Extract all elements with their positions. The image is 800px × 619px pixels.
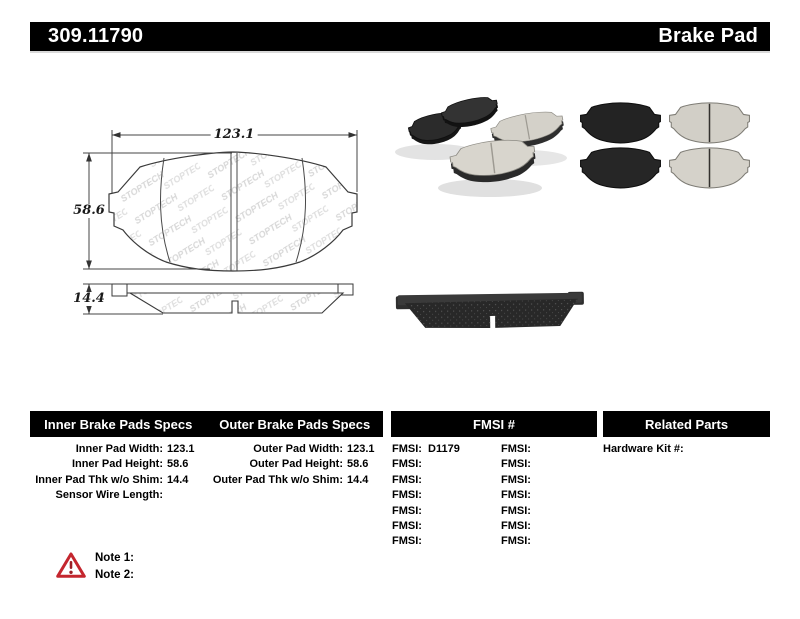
pad-back-1 — [581, 103, 661, 143]
outer-specs-title: Outer Brake Pads Specs — [219, 416, 371, 432]
note-2 — [95, 567, 134, 584]
fmsi-row — [501, 534, 596, 549]
fmsi-label: FMSI: — [501, 473, 531, 486]
fmsi-label: FMSI: — [392, 489, 422, 502]
brake-pad-edge-profile-photo — [392, 285, 588, 335]
brake-pads-flat-photo — [570, 90, 770, 200]
fmsi-label: FMSI: — [392, 458, 422, 471]
hardware-kit-row — [603, 442, 770, 457]
fmsi-label: FMSI: — [392, 535, 422, 548]
header-bar — [30, 22, 770, 53]
fmsi-label: FMSI: — [392, 504, 422, 517]
inner-specs-title: Inner Brake Pads Specs — [44, 416, 193, 432]
warning-triangle-icon — [56, 551, 86, 579]
row-label: Outer Pad Thk w/o Shim: — [212, 473, 343, 486]
front-view-outline — [109, 152, 357, 271]
fmsi-label: FMSI: — [501, 520, 531, 533]
fmsi-row — [392, 442, 497, 457]
notes — [95, 550, 134, 584]
pad-back-2 — [581, 148, 661, 188]
product-type-title: Brake Pad — [658, 25, 758, 47]
related-parts-column — [603, 442, 770, 457]
row-value: 123.1 — [167, 443, 195, 455]
fmsi-row — [501, 473, 596, 488]
fmsi-table-header — [391, 411, 597, 437]
fmsi-label: FMSI: — [501, 489, 531, 502]
fmsi-row — [392, 534, 497, 549]
part-number: 309.11790 — [48, 25, 144, 47]
specs-table-header — [30, 411, 383, 437]
fmsi-row — [392, 504, 497, 519]
side-view-outline — [112, 284, 353, 313]
fmsi-label: FMSI: — [501, 443, 531, 455]
fmsi-column-1 — [392, 442, 497, 550]
outer-pad-width-row — [206, 442, 383, 457]
row-value: 123.1 — [347, 443, 375, 455]
note-1 — [95, 550, 134, 567]
hardware-kit-label: Hardware Kit #: — [603, 443, 684, 455]
pad-light-2 — [449, 136, 538, 187]
row-label: Sensor Wire Length: — [55, 488, 163, 501]
fmsi-row — [392, 519, 497, 534]
fmsi-column-2 — [501, 442, 596, 550]
dim-height-label: 58.6 — [70, 204, 108, 218]
dim-thickness-label: 14.4 — [70, 292, 108, 306]
row-label: Inner Pad Height: — [71, 458, 163, 471]
dim-width-label: 123.1 — [211, 128, 258, 142]
row-label: Inner Pad Width: — [75, 443, 163, 455]
row-label: Outer Pad Width: — [253, 443, 343, 455]
fmsi-row — [501, 457, 596, 472]
row-value: 58.6 — [167, 458, 189, 471]
outer-pad-thk-row — [206, 473, 383, 488]
pad-friction-2 — [670, 148, 750, 188]
row-value: 14.4 — [167, 473, 189, 486]
outer-specs-column — [206, 442, 383, 488]
fmsi-label: FMSI: — [501, 458, 531, 471]
row-label: Inner Pad Thk w/o Shim: — [35, 473, 163, 486]
pad-friction-1 — [670, 103, 750, 143]
fmsi-row — [501, 442, 596, 457]
brake-pads-perspective-photo — [390, 90, 575, 205]
fmsi-label: FMSI: — [501, 504, 531, 517]
row-value: 58.6 — [347, 458, 369, 471]
note-2-label: Note 2: — [95, 569, 134, 581]
inner-pad-width-row — [30, 442, 206, 457]
fmsi-label: FMSI: — [392, 520, 422, 533]
fmsi-title: FMSI # — [473, 416, 515, 432]
related-parts-header — [603, 411, 770, 437]
fmsi-label: FMSI: — [392, 473, 422, 486]
fmsi-row — [501, 504, 596, 519]
note-1-label: Note 1: — [95, 552, 134, 564]
fmsi-row — [501, 488, 596, 503]
fmsi-row — [392, 473, 497, 488]
row-value: 14.4 — [347, 473, 369, 486]
fmsi-row — [501, 519, 596, 534]
row-label: Outer Pad Height: — [249, 458, 343, 471]
fmsi-label: FMSI: — [392, 443, 422, 455]
sensor-wire-length-row — [30, 488, 206, 503]
outer-pad-height-row — [206, 457, 383, 472]
inner-specs-column — [30, 442, 206, 503]
related-parts-title: Related Parts — [644, 416, 729, 432]
fmsi-row — [392, 457, 497, 472]
fmsi-value: D1179 — [428, 443, 460, 455]
inner-pad-thk-row — [30, 473, 206, 488]
fmsi-label: FMSI: — [501, 535, 531, 548]
fmsi-row — [392, 488, 497, 503]
inner-pad-height-row — [30, 457, 206, 472]
